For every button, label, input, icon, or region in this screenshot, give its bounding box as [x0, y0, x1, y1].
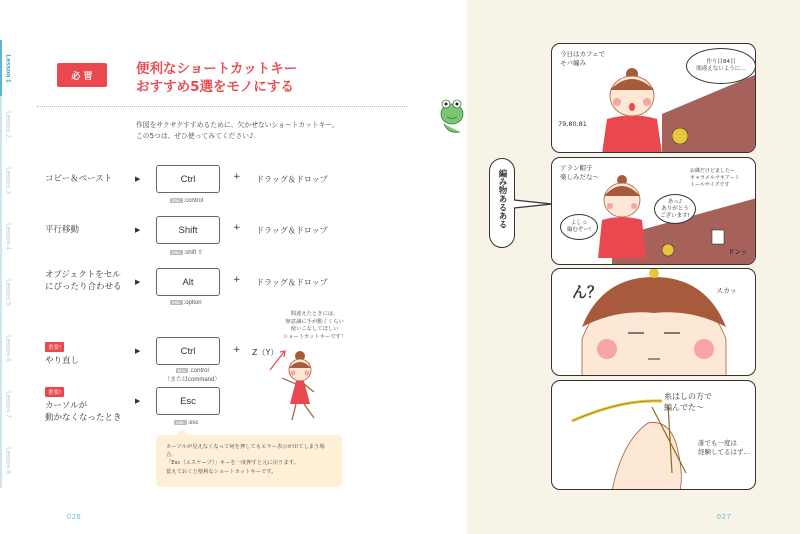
comic-panel-1 — [551, 43, 756, 153]
girl-speech: 間違えたときには、 無意識に手が動くくらい 使いこなしてほしい ショートカットキーです！ — [283, 311, 347, 340]
arrow-icon: ▶ — [135, 397, 141, 405]
arrow-icon: ▶ — [135, 175, 141, 183]
page-number-right: 027 — [717, 514, 732, 521]
panel-2-sfx: ドンッ — [728, 248, 748, 256]
arrow-icon: ▶ — [135, 347, 141, 355]
comic-panel-3 — [551, 268, 756, 376]
panel-2-ah-bubble: あっ♪ ありがとう ございます! — [654, 194, 696, 224]
plus-sign: + — [233, 345, 241, 355]
mac-note: Mac :control （またはcommand） — [164, 368, 221, 384]
comic-heading: 編み物あるある — [497, 169, 507, 229]
tab-lesson-5[interactable]: Lesson 5 — [0, 264, 14, 320]
mac-note: Mac :esc — [176, 420, 199, 427]
arrow-icon: ▶ — [135, 278, 141, 286]
plus-sign: + — [233, 223, 241, 233]
panel-1-count: 79,80,81 — [558, 120, 587, 128]
arrow-icon: ▶ — [135, 226, 141, 234]
comic-panel-2 — [551, 157, 756, 265]
drag-drop-label: ドラッグ＆ドロップ — [256, 226, 328, 235]
comic-panel-4 — [551, 380, 756, 490]
z-y-label: Z（Y） — [252, 348, 279, 357]
shift-key[interactable]: Shift — [156, 216, 220, 244]
copy-paste-label: コピー＆ペースト — [45, 174, 113, 184]
page-number-left: 026 — [67, 514, 82, 521]
tab-lesson-2[interactable]: Lesson 2 — [0, 96, 14, 152]
comic-heading-bubble — [489, 158, 515, 248]
mac-note: Mac :shift ⇧ — [172, 249, 203, 256]
panel-1-narration: 今日はカフェで モバ編み — [560, 50, 606, 67]
parallel-move-label: 平行移動 — [45, 225, 80, 235]
girl-illustration — [262, 348, 332, 424]
ctrl-key[interactable]: Ctrl — [156, 337, 220, 365]
tab-lesson-4[interactable]: Lesson 4 — [0, 208, 14, 264]
page-title — [136, 60, 297, 96]
mac-note: Mac :option — [172, 300, 202, 307]
panel-3-sfx: スカッ — [716, 287, 737, 295]
panel-2-narration: アラン帽子 楽しみだな～ — [560, 164, 599, 181]
intro-text: 作図をサクサクすすめるために、欠かせないショートカットキー。 この5つは、ぜひ使ってみてください♪ — [136, 121, 339, 140]
lesson-tabs — [0, 40, 14, 490]
snap-to-cell-label: オブジェクトをセル にぴったり合わせる — [45, 270, 122, 292]
plus-sign: + — [233, 172, 241, 182]
panel-4-thought: 誰でも一度は 経験してるはず… — [698, 439, 750, 456]
plus-sign: + — [233, 275, 241, 285]
panel-2-neighbor: お隣だけどましたー キャラメルマキアート トールサイズです — [690, 168, 740, 188]
drag-drop-label: ドラッグ＆ドロップ — [256, 278, 328, 287]
tab-lesson-7[interactable]: Lesson 7 — [0, 376, 14, 432]
tab-lesson-1[interactable]: Lesson 1 — [0, 40, 14, 96]
esc-key[interactable]: Esc — [156, 387, 220, 415]
title-line-2: おすすめ5選をモノにする — [136, 79, 294, 95]
cursor-stuck-group: 重要! カーソルが 動かなくなったとき — [45, 379, 122, 424]
tab-lesson-6[interactable]: Lesson 6 — [0, 320, 14, 376]
must-learn-badge: 必 習 — [57, 63, 107, 87]
undo-label-group: 重要! やり直し — [45, 334, 79, 367]
tab-lesson-8[interactable]: Lesson 8 — [0, 432, 14, 488]
panel-4-art — [552, 381, 756, 490]
panel-2-self-bubble: よしっ 編むぞー! — [560, 214, 598, 240]
ctrl-key[interactable]: Ctrl — [156, 165, 220, 193]
mac-note: Mac :control — [172, 198, 204, 205]
important-tag: 重要! — [45, 342, 64, 352]
bubble-tail — [514, 198, 554, 210]
frog-icon — [440, 92, 468, 140]
esc-note-box: カーソルが見えなくなって何を押してもエラー表示が出てしまう場合、 「Esc（エスケープ）」キーを一度押すと元に戻ります。 覚えておくと便利なショートカットキーです。 — [156, 435, 342, 487]
tab-lesson-3[interactable]: Lesson 3 — [0, 152, 14, 208]
title-line-1: 便利なショートカットキー — [136, 61, 298, 77]
panel-4-caption: 糸はしの方で 編んでた～ — [664, 392, 712, 412]
panel-3-huh: ん？ — [572, 283, 603, 301]
drag-drop-label: ドラッグ＆ドロップ — [256, 175, 328, 184]
divider — [37, 106, 407, 107]
important-tag: 重要! — [45, 387, 64, 397]
alt-key[interactable]: Alt — [156, 268, 220, 296]
panel-1-thought: 作り目84目 間違えないように… — [686, 48, 756, 84]
